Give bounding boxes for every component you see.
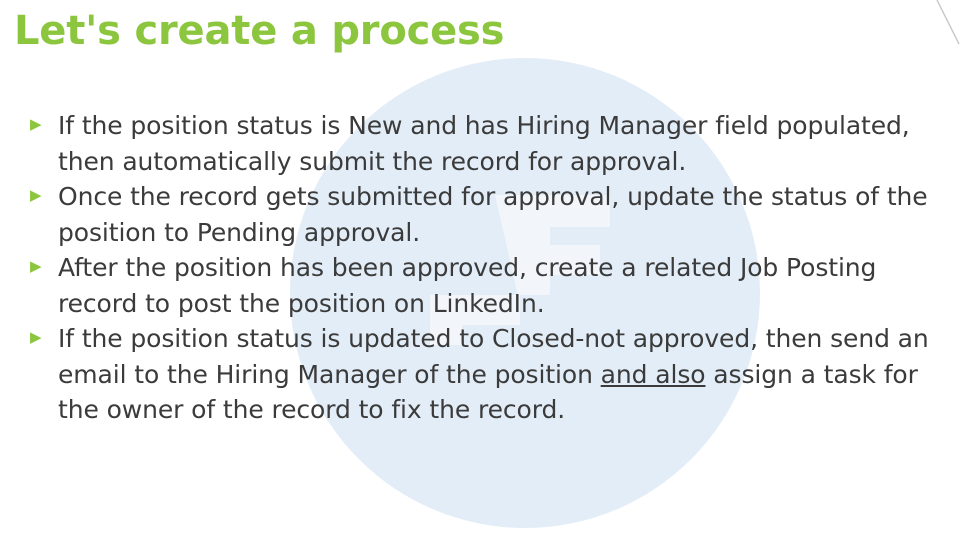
text-segment: If the position status is updated to Closed-not approved, then send an email to the Hiring Manager of the position — [58, 324, 929, 389]
text-segment-underlined: and also — [600, 359, 706, 389]
list-item-text — [58, 108, 935, 179]
text-segment: Once the record gets submitted for approval, update the status of the position to Pending approval. — [58, 182, 928, 247]
list-item — [30, 321, 935, 428]
list-item — [30, 179, 935, 250]
bullet-list — [30, 108, 935, 428]
list-item — [30, 250, 935, 321]
bullet-arrow-icon: ▶ — [30, 257, 42, 275]
bullet-arrow-icon: ▶ — [30, 328, 42, 346]
text-segment: assign a task for the owner of the record to fix the record. — [58, 359, 918, 424]
list-item-text — [58, 179, 935, 250]
list-item — [30, 108, 935, 179]
page-title: Let's create a process — [14, 8, 505, 54]
text-segment: If the position status is New and has Hiring Manager field populated, then automatically submit the record for approval. — [58, 111, 910, 176]
bullet-arrow-icon: ▶ — [30, 115, 42, 133]
corner-accent-line — [931, 0, 961, 46]
list-item-text — [58, 250, 935, 321]
list-item-text — [58, 321, 935, 428]
text-segment: After the position has been approved, create a related Job Posting record to post the position on LinkedIn. — [58, 253, 877, 318]
bullet-arrow-icon: ▶ — [30, 186, 42, 204]
